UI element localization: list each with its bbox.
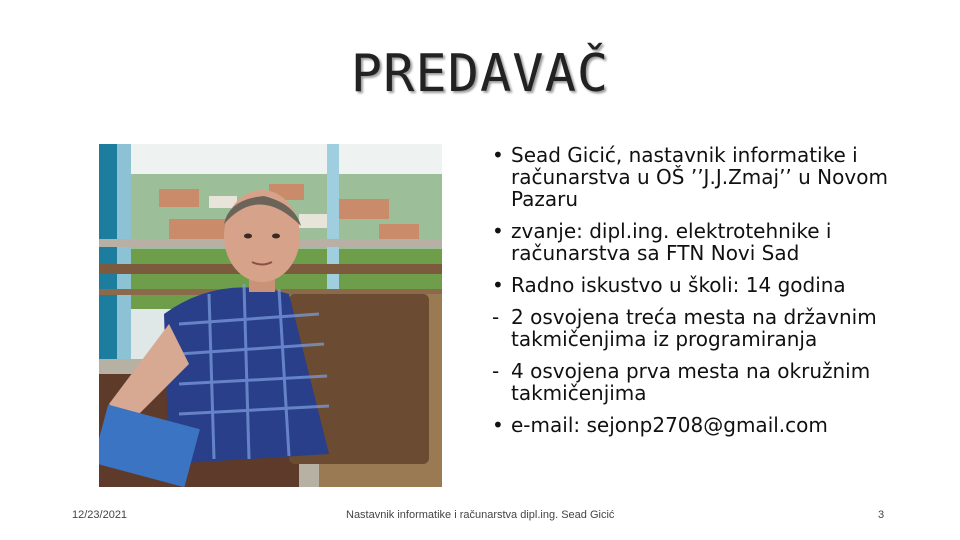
list-item [492,306,912,350]
list-item [492,144,912,210]
bullet-text: Sead Gicić, nastavnik informatike i računarstva u OŠ ’’J.J.Zmaj’’ u Novom Pazaru [511,143,888,211]
bullet-text: 2 osvojena treća mesta na državnim takmičenjima iz programiranja [511,305,877,351]
bullet-marker: • [492,219,504,243]
list-item [492,414,912,436]
bullet-text: zvanje: dipl.ing. elektrotehnike i računarstva sa FTN Novi Sad [511,219,832,265]
bullet-text: Radno iskustvo u školi: 14 godina [511,273,846,297]
list-item [492,274,912,296]
list-item [492,360,912,404]
bullet-marker: • [492,143,504,167]
email-text: e-mail: sejonp2708@gmail.com [511,413,828,437]
bullet-list [492,144,912,446]
dash-marker: - [492,305,500,329]
footer-date: 12/23/2021 [72,509,128,521]
dash-marker: - [492,359,500,383]
page-number: 3 [878,509,885,521]
presenter-photo [99,144,442,487]
footer-text: Nastavnik informatike i računarstva dipl.ing. Sead Gicić [346,509,615,521]
bullet-marker: • [492,413,504,437]
bullet-text: 4 osvojena prva mesta na okružnim takmičenjima [511,359,871,405]
bullet-marker: • [492,273,504,297]
slide-title: PREDAVAČ [350,44,610,104]
list-item [492,220,912,264]
